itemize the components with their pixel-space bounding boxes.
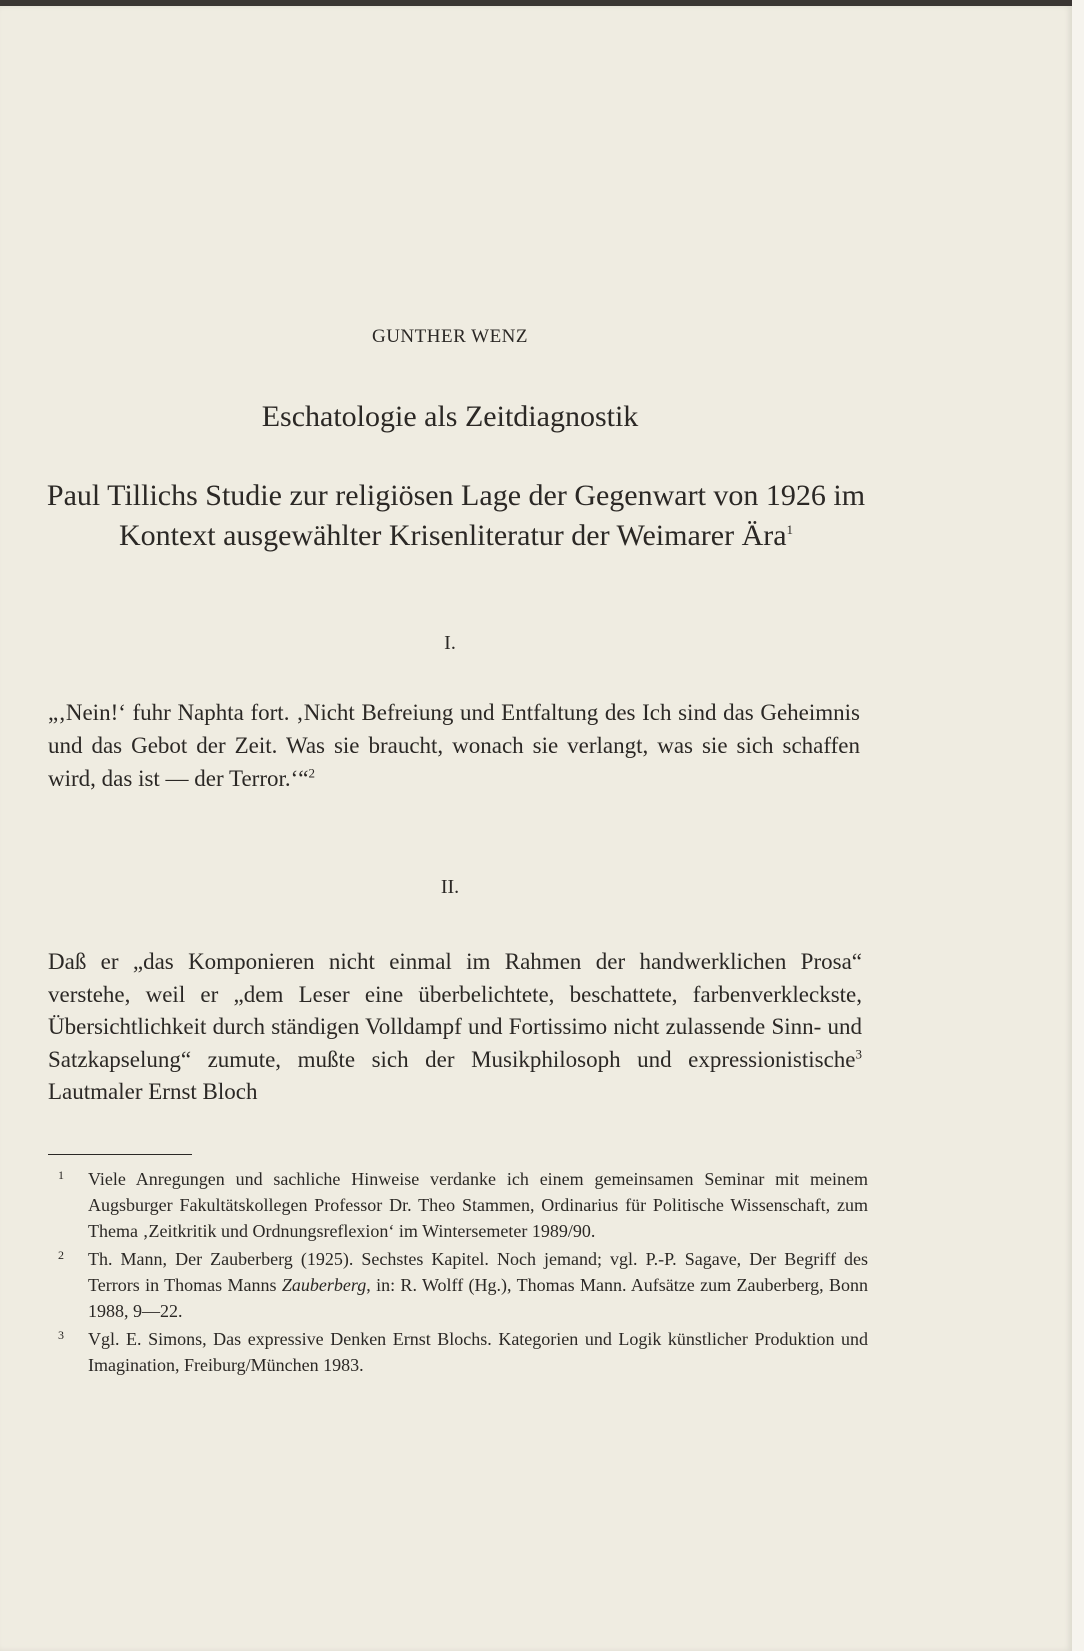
footnote-3 bbox=[58, 1326, 868, 1378]
article-title: Eschatologie als Zeitdiagnostik bbox=[261, 400, 639, 433]
footnotes bbox=[58, 1166, 868, 1378]
subtitle-text: Paul Tillichs Studie zur religiösen Lage der Gegenwart von 1926 im Kontext ausgewählter Krisenliteratur der Weimarer Ära bbox=[46, 479, 866, 552]
footnote-2 bbox=[58, 1246, 868, 1324]
footnote-number: 3 bbox=[58, 1328, 64, 1342]
footnote-number: 1 bbox=[58, 1168, 64, 1182]
section-number-1: I. bbox=[444, 632, 456, 654]
footnote-rule bbox=[48, 1154, 192, 1155]
book-page bbox=[0, 6, 1072, 1651]
footnote-italic-title: Zauberberg bbox=[281, 1275, 367, 1295]
page-edge bbox=[1072, 0, 1084, 1651]
footnote-text: Th. Mann, Der Zauberberg (1925). Sechstes Kapitel. Noch jemand; vgl. P.-P. Sagave, Der Begriff des Terrors in Thomas Manns bbox=[88, 1249, 868, 1295]
footnote-text-cont: , in: R. Wolff (Hg.), Thomas Mann. Aufsätze zum Zauberberg, Bonn 1988, 9—22. bbox=[88, 1275, 869, 1321]
body-text-part1: Daß er „das Komponieren nicht einmal im Rahmen der handwerklichen Prosa“ verstehe, weil er „dem Leser eine überbelichtete, beschattete, farbenverkleckste, Übersichtlichkeit durch ständigen Volldampf und Fortissimo nicht zulassende Sinn- und Satzkapselung“ zumute, mußte sich der Musikphilosoph und expressionistische bbox=[48, 949, 862, 1072]
footnote-1 bbox=[58, 1166, 868, 1244]
footnote-ref-2[interactable]: 2 bbox=[308, 765, 315, 781]
body-paragraph bbox=[48, 946, 862, 1109]
section-number-2: II. bbox=[440, 876, 460, 898]
footnote-ref-1[interactable]: 1 bbox=[786, 522, 794, 537]
footnote-number: 2 bbox=[58, 1248, 64, 1262]
author-name: GUNTHER WENZ bbox=[371, 326, 529, 347]
body-text-part2: Lautmaler Ernst Bloch bbox=[48, 1079, 258, 1104]
article-subtitle bbox=[46, 476, 866, 556]
epigraph-quote bbox=[48, 696, 860, 795]
footnote-text: Vgl. E. Simons, Das expressive Denken Ernst Blochs. Kategorien und Logik künstlicher Produktion und Imagination, Freiburg/München 1983. bbox=[88, 1329, 868, 1375]
footnote-text: Viele Anregungen und sachliche Hinweise verdanke ich einem gemeinsamen Seminar mit meinem Augsburger Fakultätskollegen Professor Dr. Theo Stammen, Ordinarius für Politische Wissenschaft, zum Thema ‚Zeitkritik und Ordnungsreflexion‘ im Wintersemeter 1989/90. bbox=[88, 1169, 868, 1241]
epigraph-text: „‚Nein!‘ fuhr Naphta fort. ‚Nicht Befreiung und Entfaltung des Ich sind das Geheimnis und das Gebot der Zeit. Was sie braucht, wonach sie verlangt, was sie sich schaffen wird, das ist — der Terror.‘“ bbox=[48, 700, 860, 791]
footnote-ref-3[interactable]: 3 bbox=[855, 1045, 862, 1061]
